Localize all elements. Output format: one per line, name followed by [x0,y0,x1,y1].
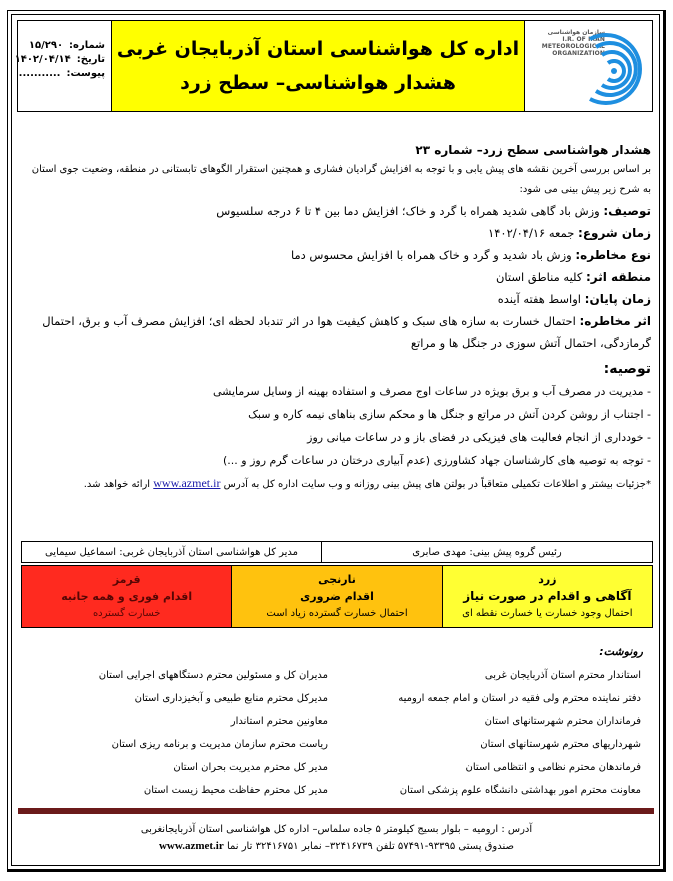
level-yellow: زرد آگاهی و اقدام در صورت نیاز احتمال وجود خسارت یا خسارت نقطه ای [442,566,652,627]
field-hazard-impact: اثر مخاطره: احتمال خسارت به سازه های سبک و کاهش کیفیت هوا در اثر تندباد لحظه ای؛ افزایش مصرف آب و برق، احتمال گرمازدگی، احتمال آتش سوزی در جنگل ها و مراتع [42,314,651,350]
field-start-time: زمان شروع: جمعه ۱۴۰۲/۰۴/۱۶ [488,226,651,240]
letter-number-value: ۱۵/۲۹۰ [28,40,64,51]
warning-body [22,140,651,496]
cc-recipient: شهرداریهای محترم شهرستانهای استان [480,739,641,750]
cc-recipient: دفتر نماینده محترم ولی فقیه در استان و امام جمعه ارومیه [398,693,641,704]
footer-contact: صندوق پستی ۹۳۳۹۵-۵۷۴۹۱ تلفن ۳۲۴۱۶۷۳۹– نمابر ۳۲۴۱۶۷۵۱ تار نما www.azmet.ir [158,840,515,852]
cc-recipient: فرماندهان محترم نظامی و انتظامی استان [465,762,641,773]
field-description: توصیف: وزش باد گاهی شدید همراه با گرد و خاک؛ افزایش دما بین ۴ تا ۶ درجه سلسیوس [216,204,651,218]
cc-recipient: فرمانداران محترم شهرستانهای استان [484,716,641,727]
logo-text: سازمان هواشناسی I.R. OF IRAN METEOROLOGICAL ORGANIZATION [541,29,605,57]
letter-number: شماره: ۱۵/۲۹۰ [28,40,105,51]
warning-level-title: هشدار هواشناسی– سطح زرد [180,72,456,94]
level-red: قرمز اقدام فوری و همه جانبه خسارت گسترده [22,566,231,627]
footer-website[interactable]: www.azmet.ir [158,840,224,852]
letter-date-value: ۱۴۰۲/۰۴/۱۴ [14,54,71,65]
footer-address: آدرس : ارومیه – بلوار بسیج کیلومتر ۵ جاده سلماس– اداره کل هواشناسی استان آذربایجانغربی [140,824,533,835]
cc-recipient: معاونین محترم استاندار [230,716,328,727]
director-signature: مدیر کل هواشناسی استان آذربایجان غربی: اسماعیل سیمایی [44,546,299,558]
advice-item: - مدیریت در مصرف آب و برق بویژه در ساعات اوج مصرف و استفاده بهینه از وسایل سرمایشی [213,385,651,398]
cc-recipient: مدیران کل و مسئولین محترم دستگاههای اجرایی استان [98,670,328,681]
letter-attachment: پیوست: ........... [18,68,105,79]
footer-divider [18,808,654,814]
level-orange: نارنجی اقدام ضروری احتمال خسارت گسترده زیاد است [231,566,441,627]
field-affected-area: منطقه اثر: کلیه مناطق استان [495,270,651,284]
signature-table [21,541,653,563]
details-note: *جزئیات بیشتر و اطلاعات تکمیلی متعاقباً در بولتن های پیش بینی روزانه و وب سایت اداره کل به آدرس www.azmet.ir ارائه خواهد شد. [83,476,651,490]
organization-title: اداره کل هواشناسی استان آذربایجان غربی [116,38,520,60]
advice-item: - توجه به توصیه های کارشناسان جهاد کشاورزی (عدم آبیاری درختان در ساعات گرم روز و ...) [223,454,651,467]
warning-intro: بر اساس بررسی آخرین نقشه های پیش یابی و با توجه به افزایش گرادیان فشاری و همچنین استقرار الگوهای تابستانی در منطقه، وضعیت جوی استان به شرح زیر پیش بینی می شود: [31,164,651,195]
warning-subtitle: هشدار هواشناسی سطح زرد– شماره ۲۳ [415,143,651,157]
cc-recipient: معاونت محترم امور بهداشتی دانشگاه علوم پزشکی استان [399,785,641,796]
cc-recipient: مدیر کل محترم حفاظت محیط زیست استان [143,785,328,796]
advice-title: توصیه: [603,361,651,377]
cc-title: رونوشت: [599,645,643,658]
field-end-time: زمان پایان: اواسط هفته آینده [497,292,651,306]
field-hazard-type: نوع مخاطره: وزش باد شدید و گرد و خاک همراه با افزایش محسوس دما [290,248,651,262]
letterhead [14,20,653,112]
warning-levels-legend [21,565,653,628]
cc-recipient: مدیرکل محترم منابع طبیعی و آبخیزداری استان [134,693,328,704]
advice-item: - خودداری از انجام فعالیت های فیزیکی در فضای باز و در ساعات میانی روز [307,431,651,444]
letter-date: تاریخ: ۱۴۰۲/۰۴/۱۴ [14,54,105,65]
cc-recipient: استاندار محترم استان آذربایجان غربی [484,670,641,681]
organization-logo [525,21,652,111]
cc-list-left [38,664,328,802]
cc-list-right [351,664,641,802]
cc-recipient: ریاست محترم سازمان مدیریت و برنامه ریزی استان [111,739,328,750]
cc-recipient: مدیر کل محترم مدیریت بحران استان [173,762,328,773]
advice-item: - اجتناب از روشن کردن آتش در مراتع و جنگل ها و محکم سازی بناهای نیمه کاره و سبک [248,408,651,421]
forecast-head-signature: رئیس گروه پیش بینی: مهدی صابری [321,542,652,562]
letter-meta [14,21,112,111]
footer [0,822,673,855]
meteorological-organization-logo-icon [584,29,646,107]
website-link[interactable]: www.azmet.ir [153,476,221,490]
letterhead-title [112,21,525,111]
letter-attachment-value: ........... [18,68,61,79]
